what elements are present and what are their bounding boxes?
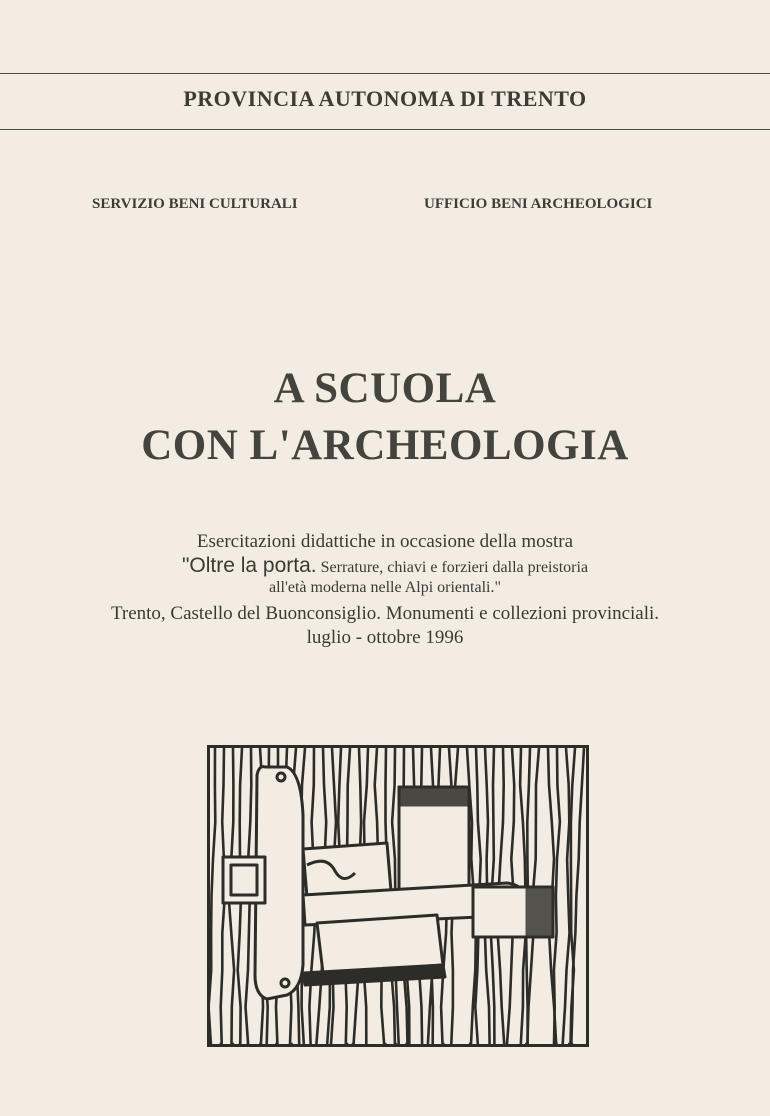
- subtitle-line-4: Trento, Castello del Buonconsiglio. Monumenti e collezioni provinciali.: [110, 603, 660, 624]
- subtitle-line-5: luglio - ottobre 1996: [306, 627, 464, 648]
- header-rule-top: [0, 73, 770, 74]
- subtitle-line-1: Esercitazioni didattiche in occasione della mostra: [196, 531, 574, 552]
- main-title-line-2: CON L'ARCHEOLOGIA: [141, 422, 629, 469]
- subtitle-line-3: all'età moderna nelle Alpi orientali.": [269, 579, 501, 596]
- door-lock-woodcut-icon: [207, 745, 589, 1047]
- department-left: SERVIZIO BENI CULTURALI: [92, 196, 298, 212]
- department-right: UFFICIO BENI ARCHEOLOGICI: [424, 196, 653, 212]
- subtitle-line-2: [0, 555, 770, 576]
- header-title: PROVINCIA AUTONOMA DI TRENTO: [183, 86, 587, 111]
- exhibition-name: "Oltre la porta.: [181, 554, 317, 577]
- main-title-line-1: A SCUOLA: [273, 365, 497, 412]
- header-rule-bottom: [0, 129, 770, 130]
- exhibition-subtitle: Serrature, chiavi e forzieri dalla preistoria: [316, 559, 589, 576]
